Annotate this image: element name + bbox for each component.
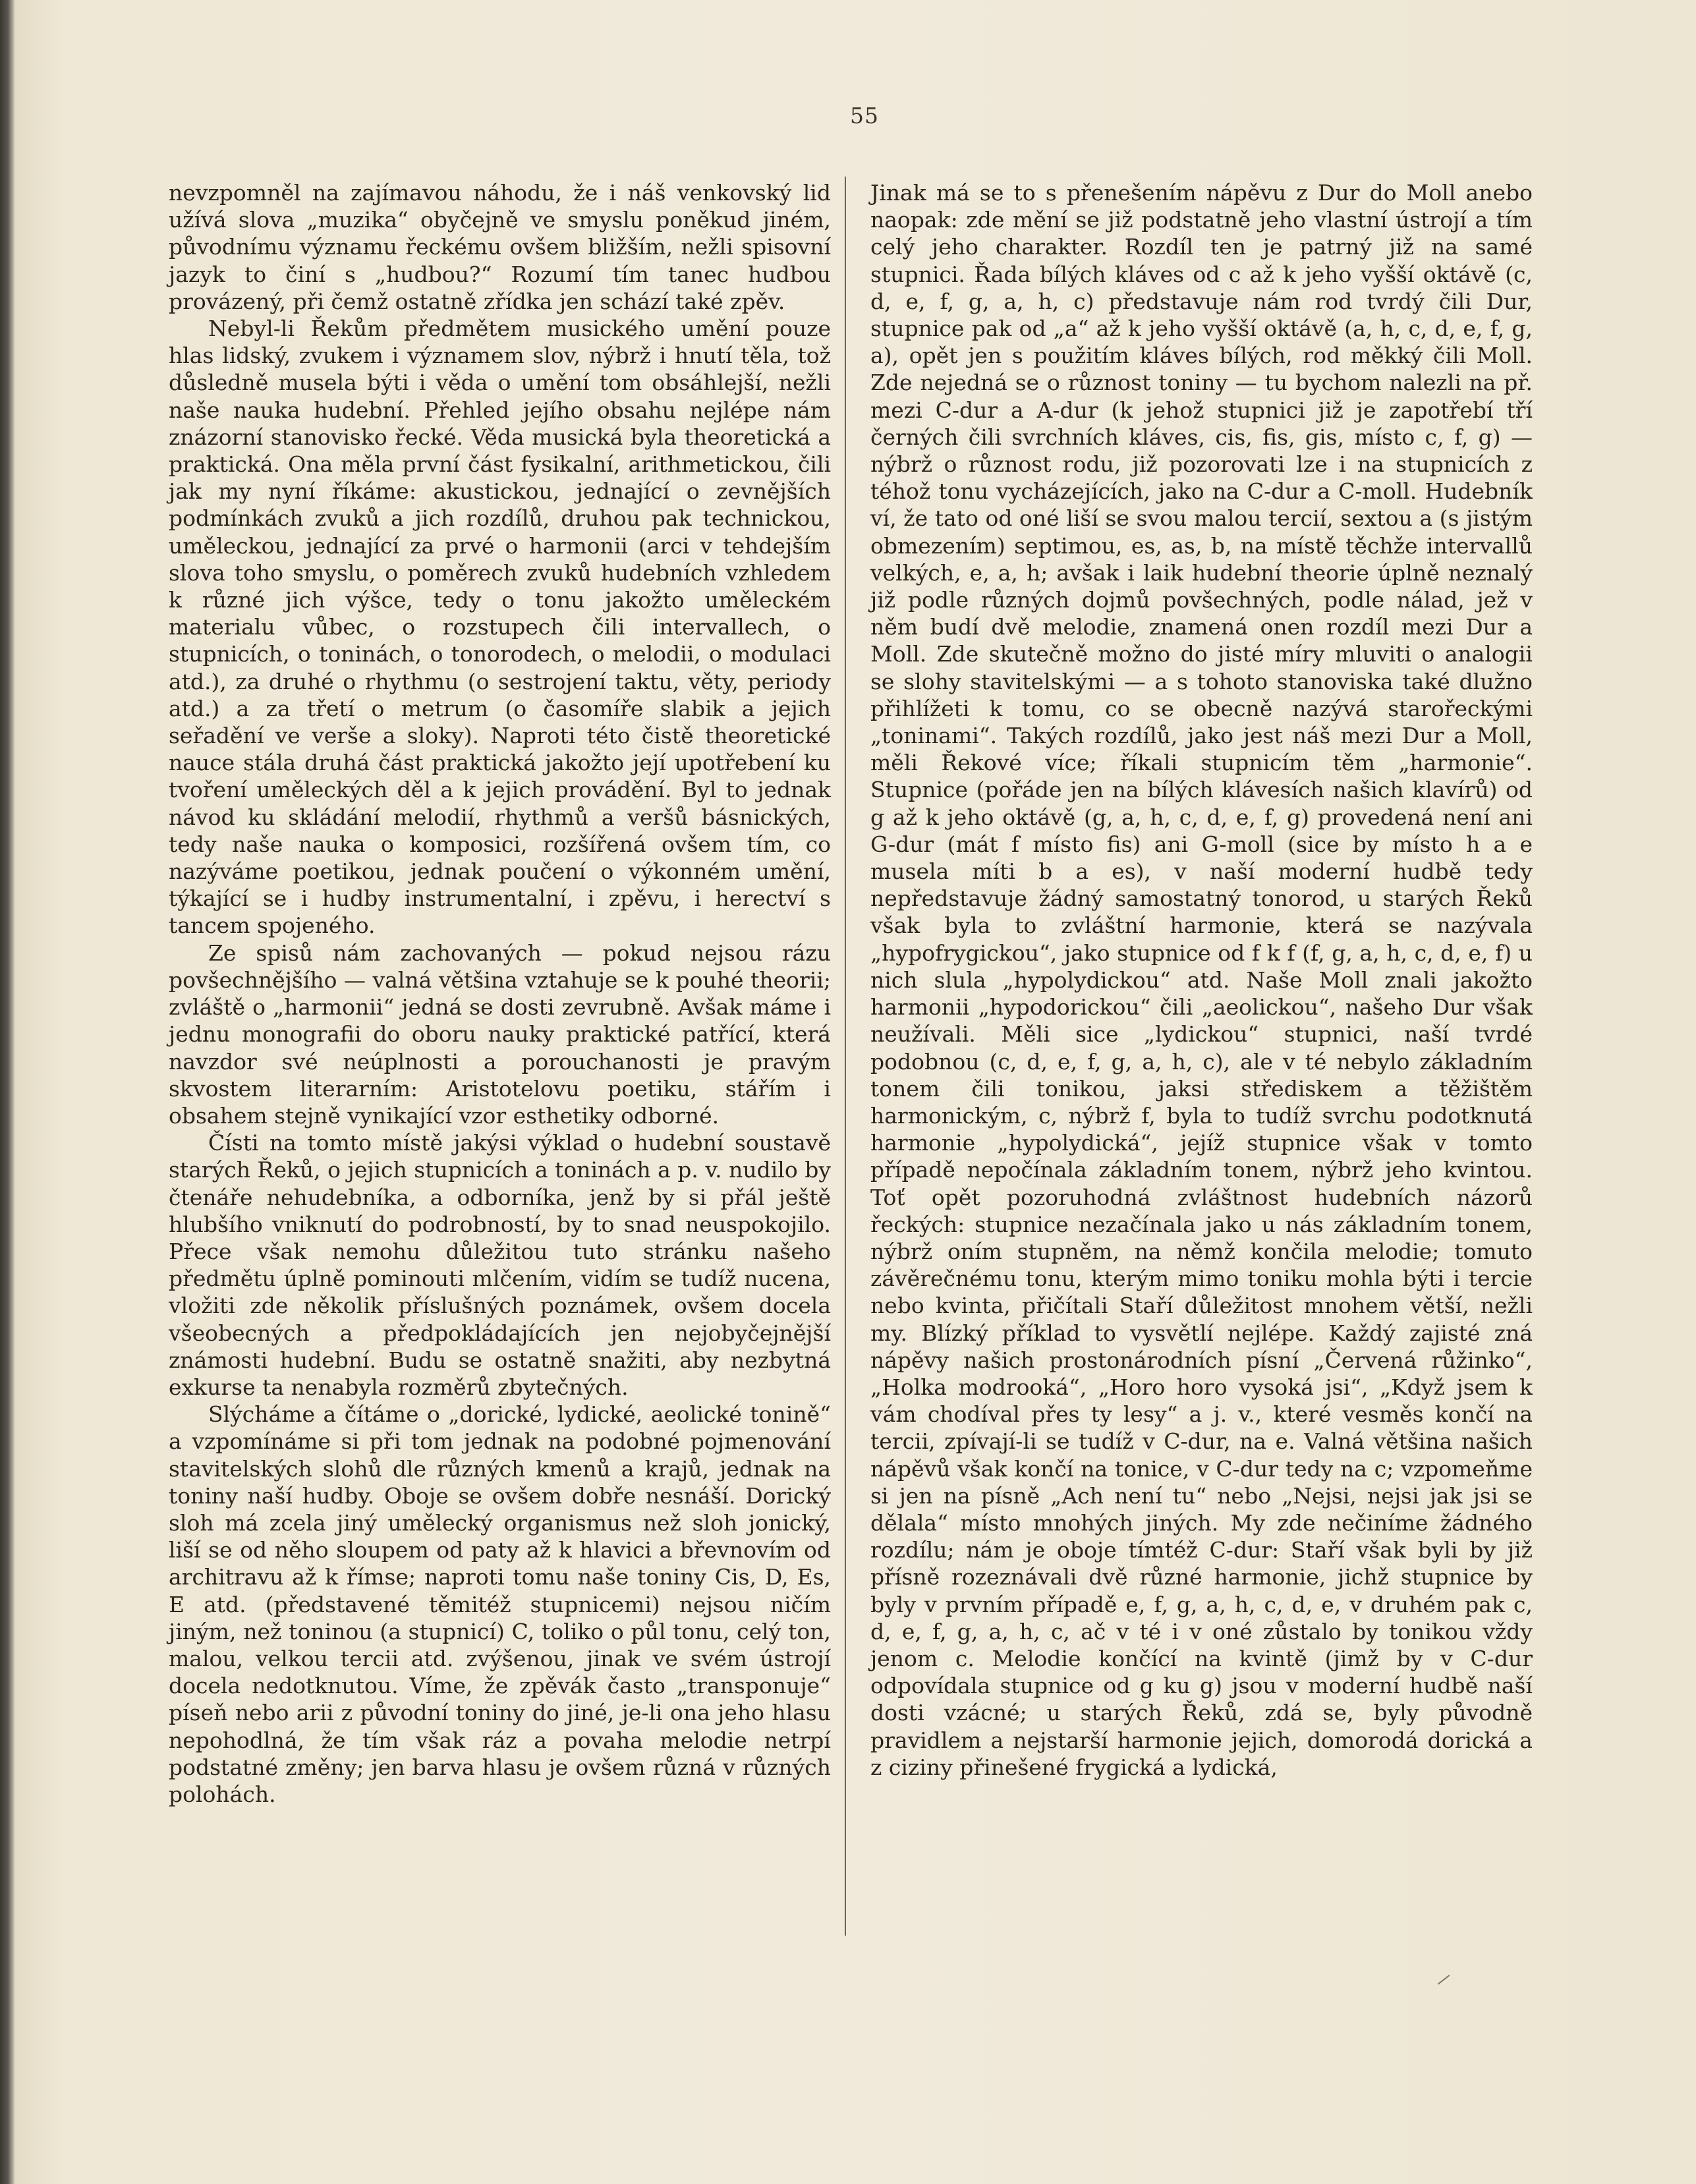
paragraph: Nebyl-li Řekům předmětem musického umění pouze hlas lidský, zvukem i významem slov, nýbrž i hnutí těla, tož důsledně musela býti i věda o umění tom obsáhlejší, nežli naše nauka hudební. Přehled jejího obsahu nejlépe nám znázorní stanovisko řecké. Věda musická byla theoretická a praktická. Ona měla první část fysikalní, arithmetickou, čili jak my nyní říkáme: akustickou, jednající o zevnějších podmínkách zvuků a jich rozdílů, druhou pak technickou, uměleckou, jednající za prvé o harmonii (arci v tehdejším slova toho smyslu, o poměrech zvuků hudebních vzhledem k různé jich výšce, tedy o tonu jakožto uměleckém materialu vůbec, o rozstupech čili intervallech, o stupnicích, o toninách, o tonorodech, o melodii, o modulaci atd.), za druhé o rhythmu (o sestrojení taktu, věty, periody atd.) a za třetí o metrum (o časomíře slabik a jejich seřadění ve verše a sloky). Naproti této čistě theoretické nauce stála druhá část praktická jakožto její upotřebení ku tvoření uměleckých děl a k jejich provádění. Byl to jednak návod ku skládání melodií, rhythmů a veršů básnických, tedy naše nauka o komposici, rozšířená ovšem tím, co nazýváme poetikou, jednak poučení o výkonném umění, týkající se i hudby instrumentalní, i zpěvu, i herectví s tancem spojeného. (169, 316, 831, 939)
left-text-column (169, 179, 831, 1808)
paragraph: Slýcháme a čítáme o „dorické, lydické, aeolické tonině“ a vzpomínáme si při tom jednak na podobné pojmenování stavitelských slohů dle různých kmenů a krajů, jednak na toniny naší hudby. Oboje se ovšem dobře nesnáší. Dorický sloh má zcela jiný umělecký organismus než sloh jonický, liší se od něho sloupem od paty až k hlavici a břevnovím od architravu až k římse; naproti tomu naše toniny Cis, D, Es, E atd. (představené těmitéž stupnicemi) nejsou ničím jiným, než toninou (a stupnicí) C, toliko o půl tonu, celý ton, malou, velkou tercii atd. zvýšenou, jinak ve svém ústrojí docela nedotknutou. Víme, že zpěvák často „transponuje“ píseň nebo arii z původní toniny do jiné, je-li ona jeho hlasu nepohodlná, že tím však ráz a povaha melodie netrpí podstatné změny; jen barva hlasu je ovšem různá v různých polohách. (169, 1401, 831, 1807)
book-page (14, 0, 1696, 2184)
book-binding-edge (0, 0, 14, 2184)
paragraph: Jinak má se to s přenešením nápěvu z Dur do Moll anebo naopak: zde mění se již podstatně jeho vlastní ústrojí a tím celý jeho charakter. Rozdíl ten je patrný již na samé stupnici. Řada bílých kláves od c až k jeho vyšší oktávě (c, d, e, f, g, a, h, c) představuje nám rod tvrdý čili Dur, stupnice pak od „a“ až k jeho vyšší oktávě (a, h, c, d, e, f, g, a), opět jen s použitím kláves bílých, rod měkký čili Moll. Zde nejedná se o různost toniny — tu bychom nalezli na př. mezi C-dur a A-dur (k jehož stupnici již je zapotřebí tří černých čili svrchních kláves, cis, fis, gis, místo c, f, g) — nýbrž o různost rodu, již pozorovati lze i na stupnicích z téhož tonu vycházejících, jako na C-dur a C-moll. Hudebník ví, že tato od oné liší se svou malou tercií, sextou a (s jistým obmezením) septimou, es, as, b, na místě těchže intervallů velkých, e, a, h; avšak i laik hudební theorie úplně neznalý již podle různých dojmů povšechných, podle nálad, jež v něm budí dvě melodie, znamená onen rozdíl mezi Dur a Moll. Zde skutečně možno do jisté míry mluviti o analogii se slohy stavitelskými — a s tohoto stanoviska také dlužno přihlížeti k tomu, co se obecně nazývá starořeckými „toninami“. Takých rozdílů, jako jest náš mezi Dur a Moll, měli Řekové více; říkali stupnicím těm „harmonie“. Stupnice (pořáde jen na bílých klávesích našich klavírů) od g až k jeho oktávě (g, a, h, c, d, e, f, g) provedená není ani G-dur (mát f místo fis) ani G-moll (sice by místo h a e musela míti b a es), v naší moderní hudbě tedy nepředstavuje žádný samostatný tonorod, u starých Řeků však byla to zvláštní harmonie, která se nazývala „hypofrygickou“, jako stupnice od f k f (f, g, a, h, c, d, e, f) u nich slula „hypolydickou“ atd. Naše Moll znali jakožto harmonii „hypodorickou“ čili „aeolickou“, našeho Dur však neužívali. Měli sice „lydickou“ stupnici, naší tvrdé podobnou (c, d, e, f, g, a, h, c), ale v té nebylo základním tonem čili tonikou, jaksi střediskem a těžištěm harmonickým, c, nýbrž f, byla to tudíž svrchu podotknutá harmonie „hypolydická“, jejíž stupnice však v tomto případě nepočínala základním tonem, nýbrž jeho kvintou. Toť opět pozoruhodná zvláštnost hudebních názorů řeckých: stupnice nezačínala jako u nás základním tonem, nýbrž oním stupněm, na němž končila melodie; tomuto závěrečnému tonu, kterým mimo toniku mohla býti i tercie nebo kvinta, přičítali Staří důležitost mnohem větší, nežli my. Blízký příklad to vysvětlí nejlépe. Každý zajisté zná nápěvy našich prostonárodních písní „Červená růžinko“, „Holka modrooká“, „Horo horo vysoká jsi“, „Když jsem k vám chodíval přes ty lesy“ a j. v., které vesměs končí na tercii, zpívají-li se tudíž v C-dur, na e. Valná většina našich nápěvů však končí na tonice, v C-dur tedy na c; vzpomeňme si jen na písně „Ach není tu“ nebo „Nejsi, nejsi jak jsi se dělala“ místo mnohých jiných. My zde nečiníme žádného rozdílu; nám je oboje tímtéž C-dur: Staří však byli by již přísně rozeznávali dvě různé harmonie, jichž stupnice by byly v prvním případě e, f, g, a, h, c, d, e, v druhém pak c, d, e, f, g, a, h, c, ač v té i v oné zůstalo by tonikou vždy jenom c. Melodie končící na kvintě (jimž by v C-dur odpovídala stupnice od g ku g) jsou v moderní hudbě naší dosti vzácné; u starých Řeků, zdá se, byly původně pravidlem a nejstarší harmonie jejich, domorodá dorická a z ciziny přinešené frygická a lydická, (870, 180, 1533, 1780)
paragraph: Ze spisů nám zachovaných — pokud nejsou rázu povšechnějšího — valná většina vztahuje se k pouhé theorii; zvláště o „harmonii“ jedná se dosti zevrubně. Avšak máme i jednu monografii do oboru nauky praktické patřící, která navzdor své neúplnosti a porouchanosti je pravým skvostem literarním: Aristotelovu poetiku, stářím i obsahem stejně vynikající vzor esthetiky odborné. (169, 939, 831, 1129)
paragraph: Čísti na tomto místě jakýsi výklad o hudební soustavě starých Řeků, o jejich stupnicích a toninách a p. v. nudilo by čtenáře nehudebníka, a odborníka, jenž by si přál ještě hlubšího vniknutí do podrobností, by to snad neuspokojilo. Přece však nemohu důležitou tuto stránku našeho předmětu úplně pominouti mlčením, vidím se tudíž nucena, vložiti zde několik příslušných poznámek, ovšem docela všeobecných a předpokládajících jen nejobyčejnější známosti hudební. Budu se ostatně snažiti, aby nezbytná exkurse ta nenabyla rozměrů zbytečných. (169, 1130, 831, 1400)
column-divider-rule (845, 177, 846, 1936)
right-text-column (870, 179, 1533, 1781)
page-number: 55 (850, 103, 879, 128)
paragraph: nevzpomněl na zajímavou náhodu, že i náš venkovský lid užívá slova „muzika“ obyčejně ve smyslu poněkud jiném, původnímu významu řeckému ovšem bližším, nežli spisovní jazyk to činí s „hudbou?“ Rozumí tím tanec hudbou provázený, při čemž ostatně zřídka jen schází také zpěv. (169, 180, 831, 314)
pencil-mark (1438, 1974, 1450, 1984)
